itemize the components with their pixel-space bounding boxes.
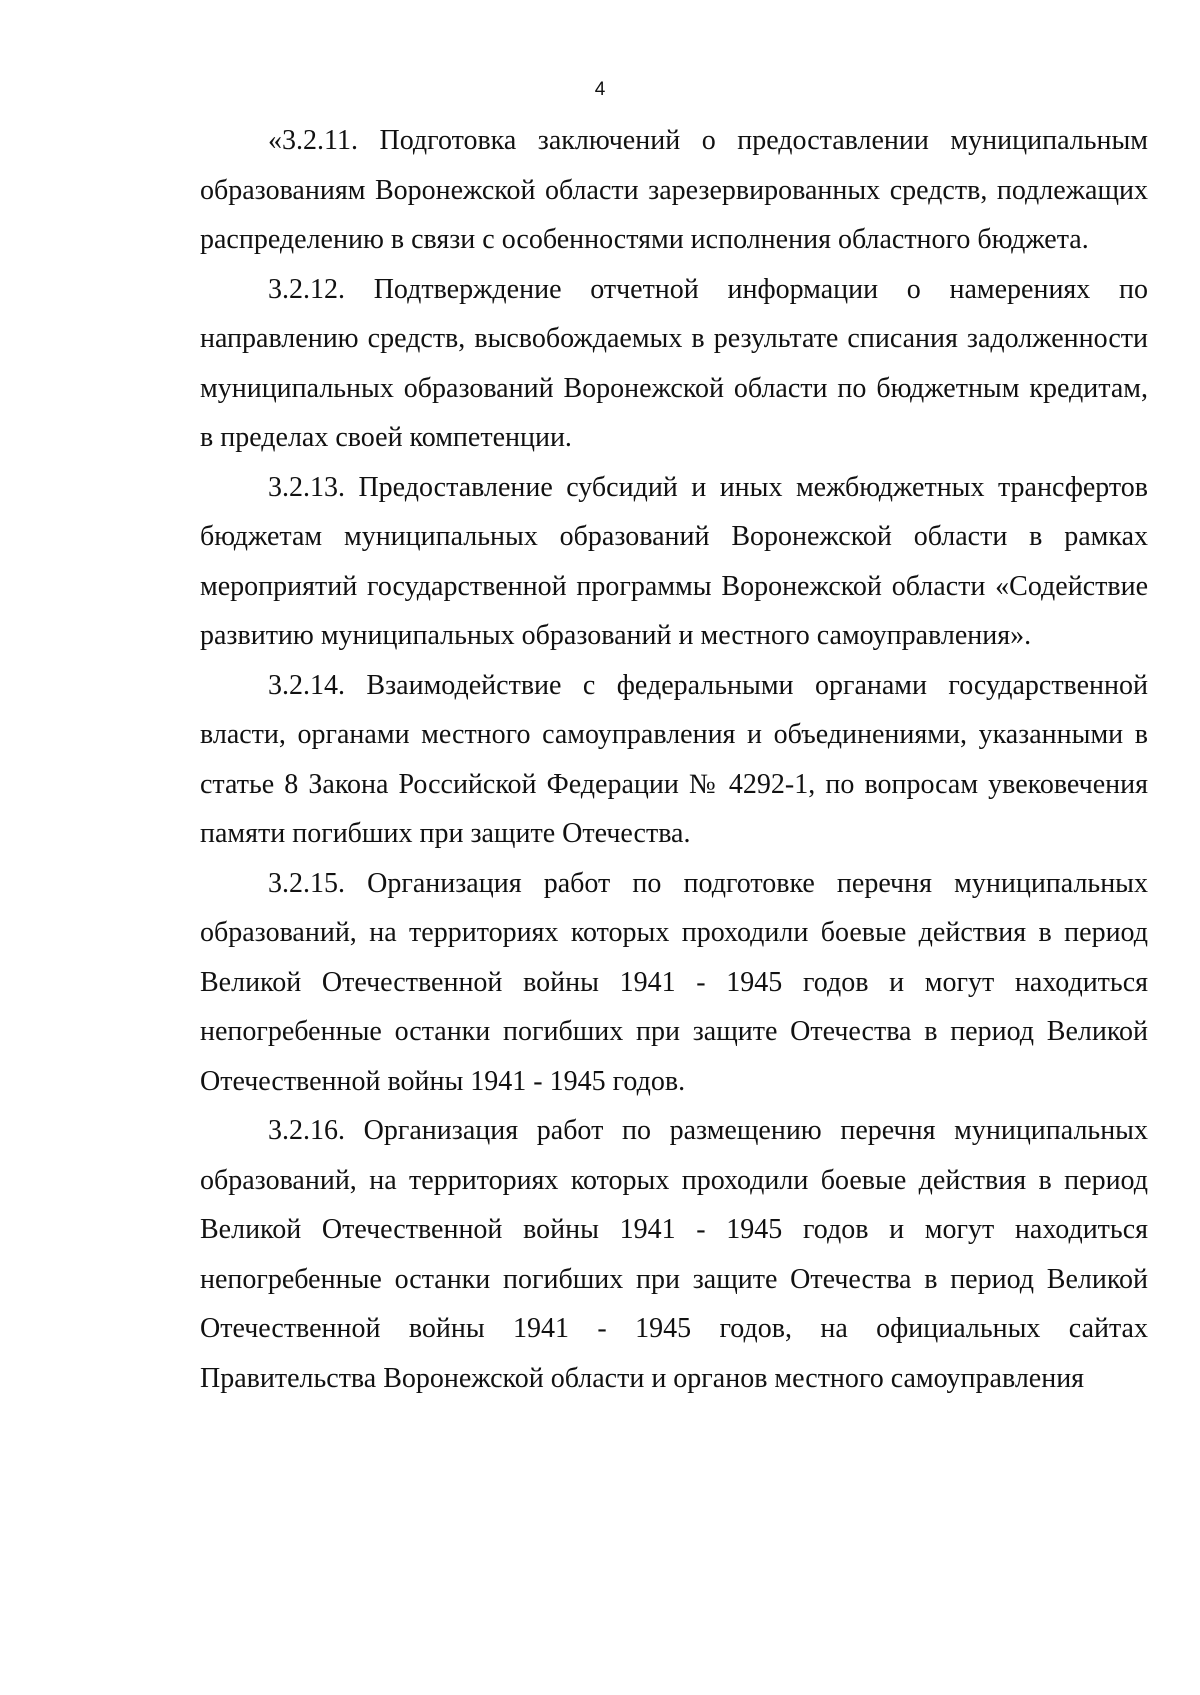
page-number: 4	[594, 79, 606, 100]
paragraph-3-2-12: 3.2.12. Подтверждение отчетной информации о намерениях по направлению средств, высвобождаемых в результате списания задолженности муниципальных образований Воронежской области по бюджетным кредитам, в пределах своей компетенции.	[200, 273, 1148, 453]
paragraph-3-2-15: 3.2.15. Организация работ по подготовке перечня муниципальных образований, на территориях которых проходили боевые действия в период Великой Отечественной войны 1941 - 1945 годов и могут находиться непогребенные останки погибших при защите Отечества в период Великой Отечественной войны 1941 - 1945 годов.	[200, 867, 1148, 1097]
paragraph-3-2-11: «3.2.11. Подготовка заключений о предоставлении муниципальным образованиям Воронежской области зарезервированных средств, подлежащих распределению в связи с особенностями исполнения областного бюджета.	[200, 125, 1148, 255]
document-body	[200, 116, 1148, 1403]
paragraph-3-2-13: 3.2.13. Предоставление субсидий и иных межбюджетных трансфертов бюджетам муниципальных образований Воронежской области в рамках мероприятий государственной программы Воронежской области «Содействие развитию муниципальных образований и местного самоуправления».	[200, 471, 1148, 651]
paragraph-3-2-14: 3.2.14. Взаимодействие с федеральными органами государственной власти, органами местного самоуправления и объединениями, указанными в статье 8 Закона Российской Федерации № 4292-1, по вопросам увековечения памяти погибших при защите Отечества.	[200, 669, 1148, 849]
paragraph-3-2-16: 3.2.16. Организация работ по размещению перечня муниципальных образований, на территориях которых проходили боевые действия в период Великой Отечественной войны 1941 - 1945 годов и могут находиться непогребенные останки погибших при защите Отечества в период Великой Отечественной войны 1941 - 1945 годов, на официальных сайтах Правительства Воронежской области и органов местного самоуправления	[200, 1115, 1148, 1394]
